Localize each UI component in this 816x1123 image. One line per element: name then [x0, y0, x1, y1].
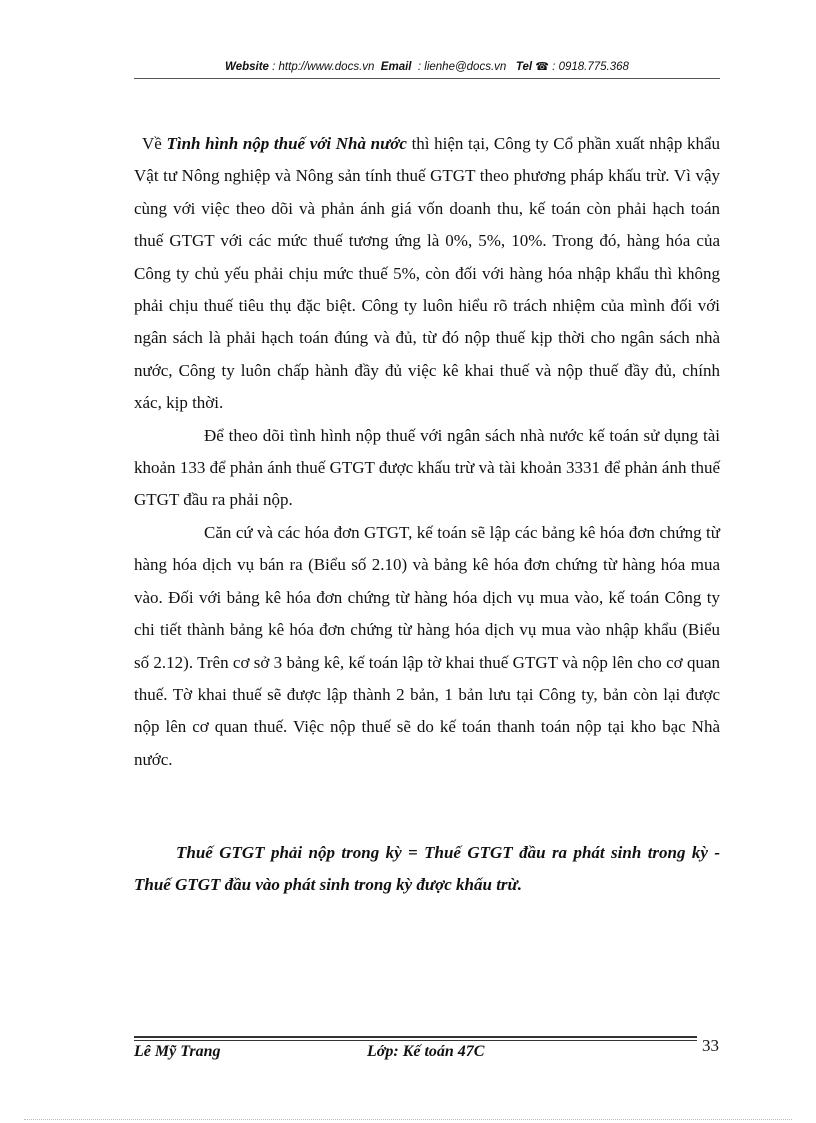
paragraph-accounts: Để theo dõi tình hình nộp thuế với ngân sách nhà nước kế toán sử dụng tài khoản 133 để phản ánh thuế GTGT được khấu trừ và tài khoản 3331 để phản ánh thuế GTGT đầu ra phải nộp. [134, 425, 720, 510]
tel-separator: : [548, 61, 559, 73]
email-separator: : [414, 61, 425, 73]
paragraph-invoices: Căn cứ và các hóa đơn GTGT, kế toán sẽ lập các bảng kê hóa đơn chứng từ hàng hóa dịch vụ bán ra (Biểu số 2.10) và bảng kê hóa đơn chứng từ hàng hóa mua vào. Đối với bảng kê hóa đơn chứng từ hàng hóa dịch vụ mua vào, kế toán Công ty chi tiết thành bảng kê hóa đơn chứng từ hàng hóa dịch vụ mua vào nhập khẩu (Biểu số 2.12). Trên cơ sở 3 bảng kê, kế toán lập tờ khai thuế GTGT và nộp lên cho cơ quan thuế. Tờ khai thuế sẽ được lập thành 2 bản, 1 bản lưu tại Công ty, bản còn lại được nộp lên cơ quan thuế. Việc nộp thuế sẽ do kế toán thanh toán nộp tại kho bạc Nhà nước. [134, 522, 720, 769]
footer-divider-thick [134, 1036, 697, 1038]
phone-icon: ☎ [535, 61, 549, 73]
page-header [134, 60, 720, 80]
website-separator: : [268, 61, 279, 73]
email-label: Email [380, 61, 412, 73]
website-label: Website [225, 61, 269, 73]
tel-label: Tel [515, 61, 533, 73]
tel-value: 0918.775.368 [558, 61, 629, 73]
footer-class: Lớp: Kế toán 47C [367, 1043, 485, 1060]
page-number: 33 [702, 1036, 719, 1055]
header-divider [134, 78, 720, 79]
body-text [134, 128, 720, 776]
footer-author: Lê Mỹ Trang [134, 1043, 221, 1060]
website-url[interactable]: http://www.docs.vn [278, 61, 375, 73]
paragraph-rest: thì hiện tại, Công ty Cổ phần xuất nhập khẩu Vật tư Nông nghiệp và Nông sản tính thuế GTGT theo phương pháp khấu trừ. Vì vậy cùng với việc theo dõi và phản ánh giá vốn doanh thu, kế toán còn phải hạch toán thuế GTGT với các mức thuế tương ứng là 0%, 5%, 10%. Trong đó, hàng hóa của Công ty chủ yếu phải chịu mức thuế 5%, còn đối với hàng hóa nhập khẩu thì không phải chịu thuế tiêu thụ đặc biệt. Công ty luôn hiểu rõ trách nhiệm của mình đối với ngân sách là phải hạch toán đúng và đủ, từ đó nộp thuế kịp thời cho ngân sách nhà nước, Công ty luôn chấp hành đầy đủ việc kê khai thuế và nộp thuế đầy đủ, chính xác, kịp thời. [134, 134, 721, 413]
emphasis-tax-status: Tình hình nộp thuế với Nhà nước [166, 134, 407, 153]
paragraph-tax-status [134, 128, 720, 420]
email-value[interactable]: lienhe@docs.vn [424, 61, 507, 73]
vat-formula [134, 837, 720, 901]
paragraph-lead: Về [142, 134, 167, 153]
page-bottom-border [24, 1119, 792, 1120]
formula-text: Thuế GTGT phải nộp trong kỳ = Thuế GTGT đầu ra phát sinh trong kỳ - Thuế GTGT đầu vào phát sinh trong kỳ được khấu trừ. [134, 843, 720, 894]
footer-divider-thin [134, 1040, 697, 1041]
